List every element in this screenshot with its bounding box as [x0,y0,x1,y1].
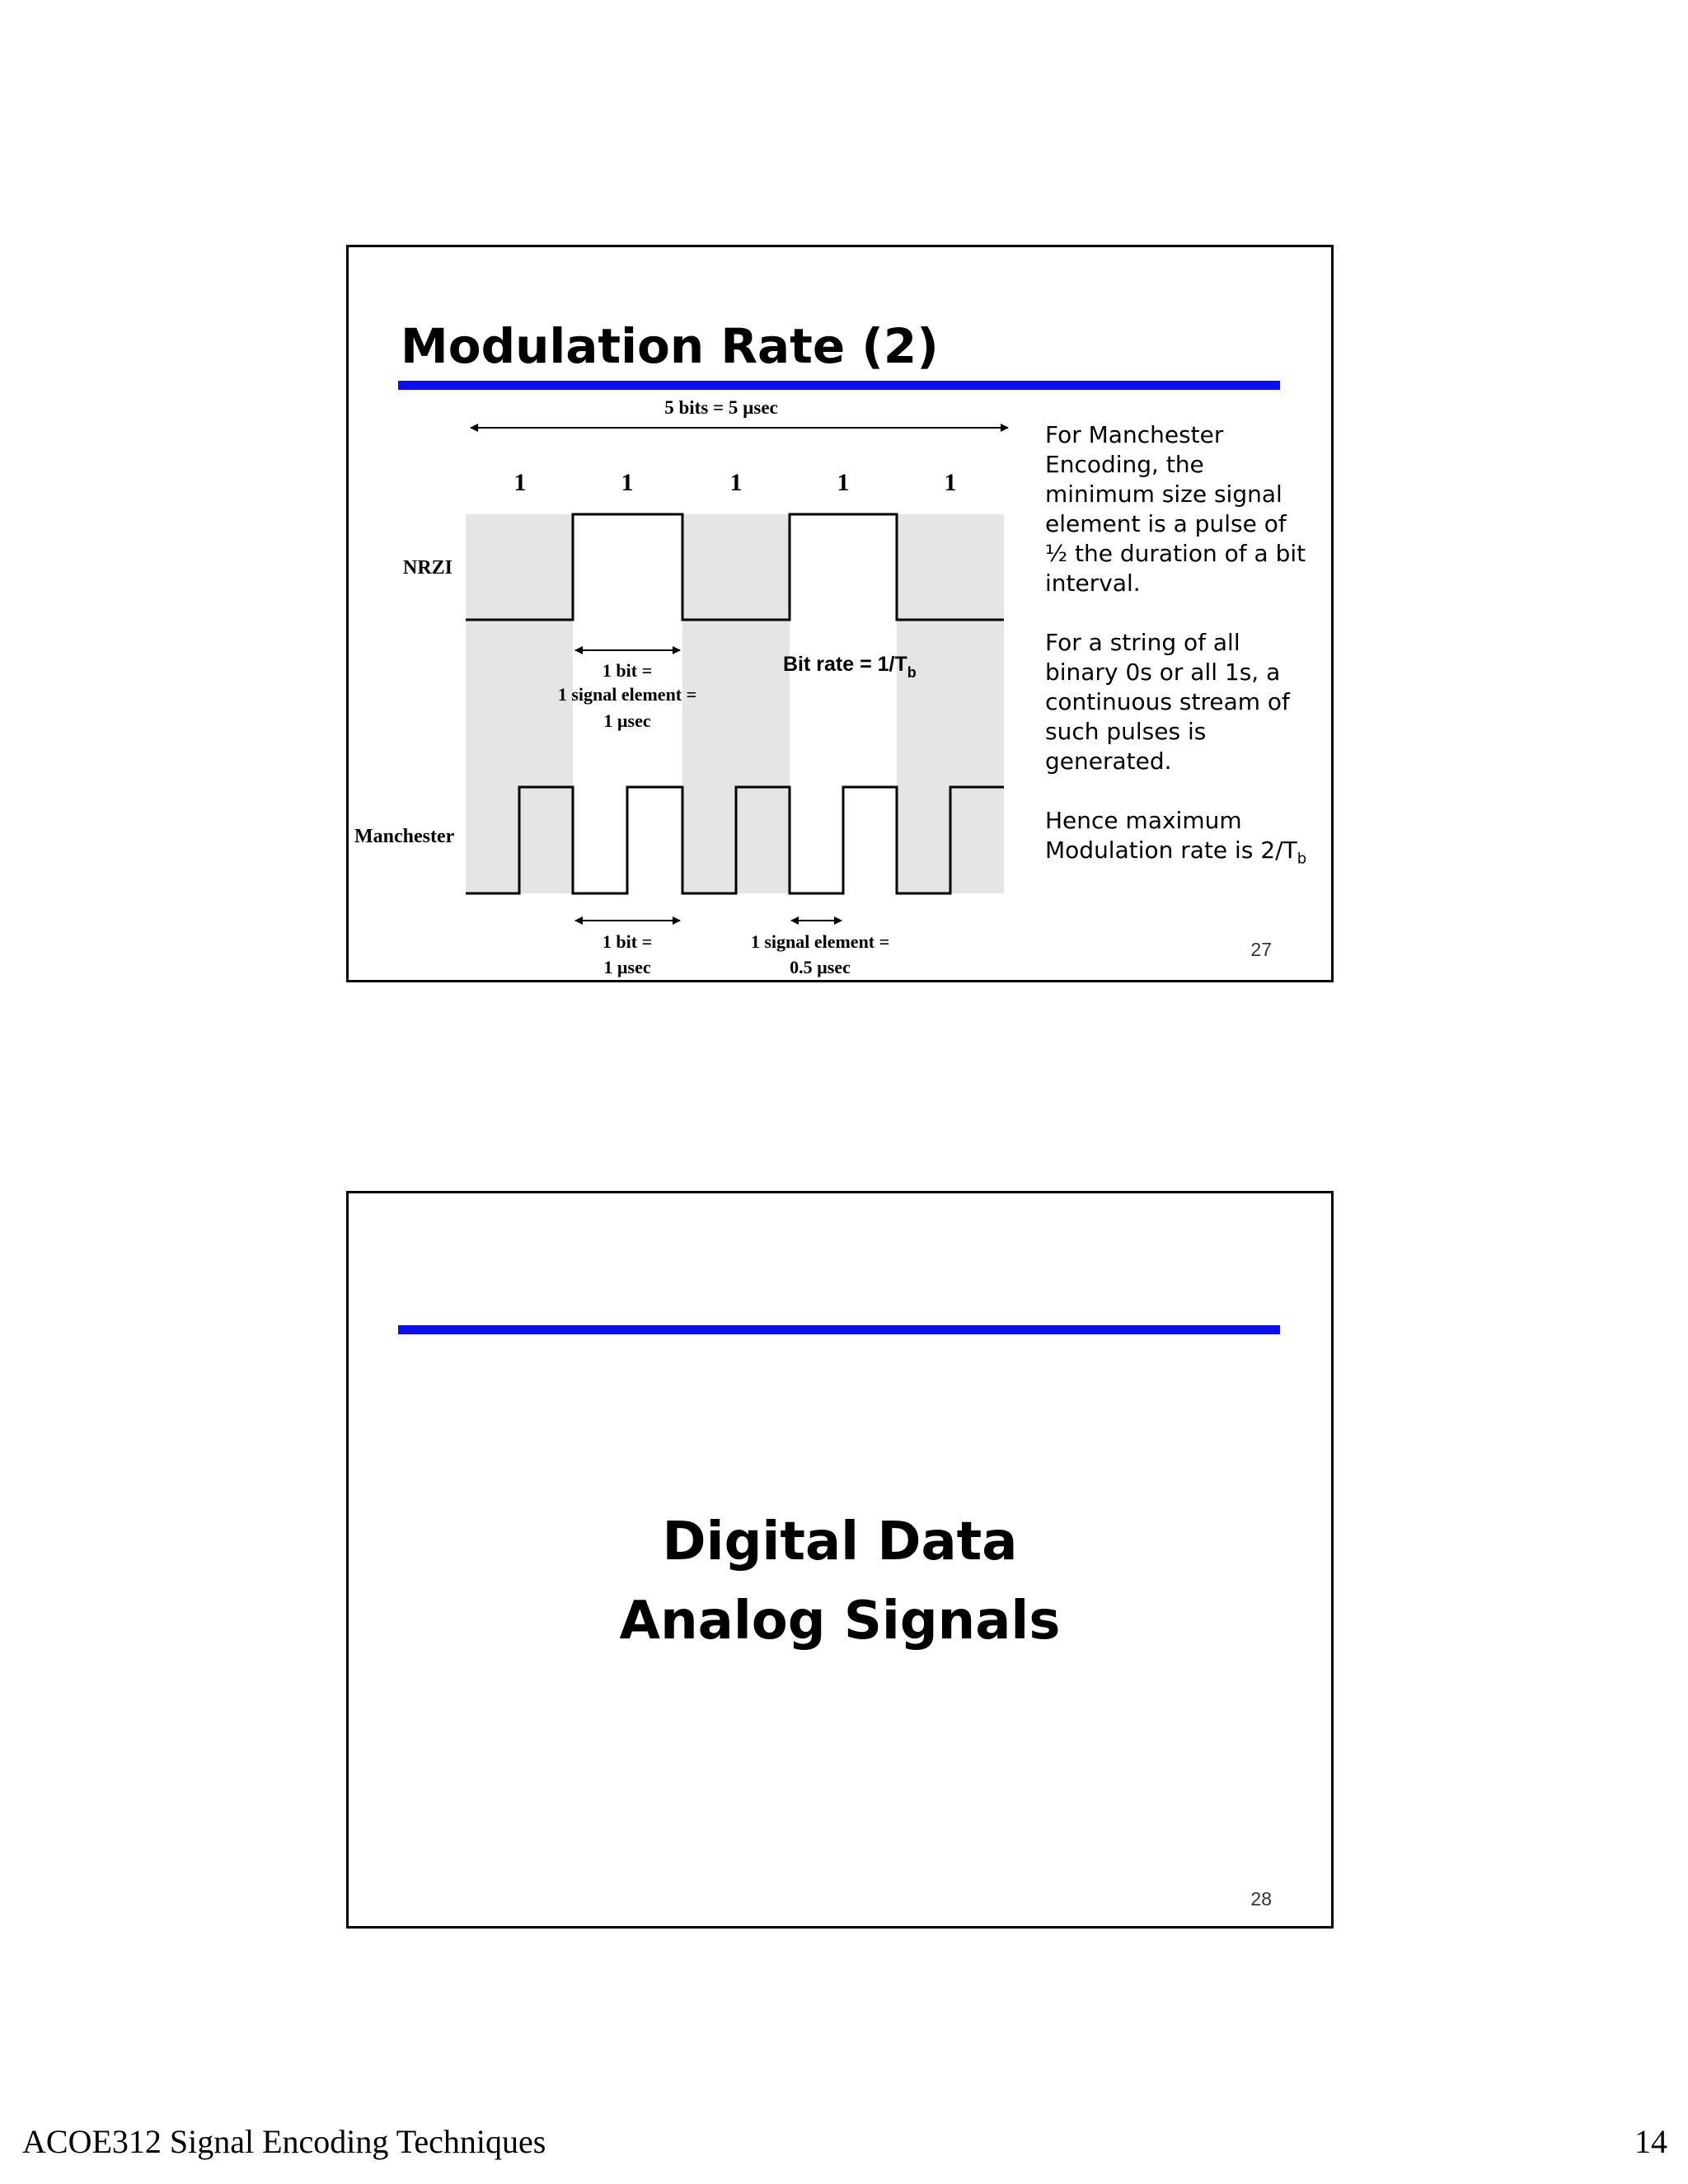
slide-title: Modulation Rate (2) [401,318,939,374]
slide-number: 28 [1250,1888,1272,1910]
slide-27 [346,245,1334,982]
paragraph-continuous-stream: For a string of all binary 0s or all 1s, a continuous stream of such pulses is generated. [1045,629,1290,775]
nrzi-bit-label: 1 µsec [603,710,651,731]
encoding-diagram [349,247,1041,985]
nrzi-bit-label: 1 bit = [602,660,653,681]
nrzi-label: NRZI [403,557,453,579]
slide-28 [346,1191,1334,1929]
bit-label: 1 [837,469,850,496]
bit-label: 1 [621,469,634,496]
manchester-bit-label: 1 bit = [602,931,653,952]
slide-number: 27 [1250,939,1272,960]
bit-rate-label: Bit rate = $1/T_b$ [783,653,917,681]
span-label: 5 bits = 5 µsec [664,397,778,418]
section-title-line: Analog Signals [619,1591,1061,1652]
paragraph-manchester-min: For Manchester Encoding, the minimum size signal element is a pulse of ½ the duration of a bit interval. [1045,421,1306,597]
signal-element-label: 0.5 µsec [790,957,851,977]
bit-label: 1 [944,469,957,496]
bit-label: 1 [729,469,743,496]
title-underline [398,1325,1280,1334]
section-title-line: Digital Data [662,1511,1018,1572]
explanation-text [1045,420,1309,904]
nrzi-bit-label: 1 signal element = [557,684,697,705]
section-title [349,1502,1331,1661]
manchester-label: Manchester [354,826,455,847]
signal-element-label: 1 signal element = [750,931,890,952]
bit-label: 1 [513,469,527,496]
manchester-bit-label: 1 µsec [603,957,651,977]
paragraph-max-rate: Hence maximum Modulation rate is $2/T_b$ [1045,807,1307,868]
footer-course-title: ACOE312 Signal Encoding Techniques [22,2123,546,2160]
footer-page-number: 14 [1634,2123,1667,2160]
